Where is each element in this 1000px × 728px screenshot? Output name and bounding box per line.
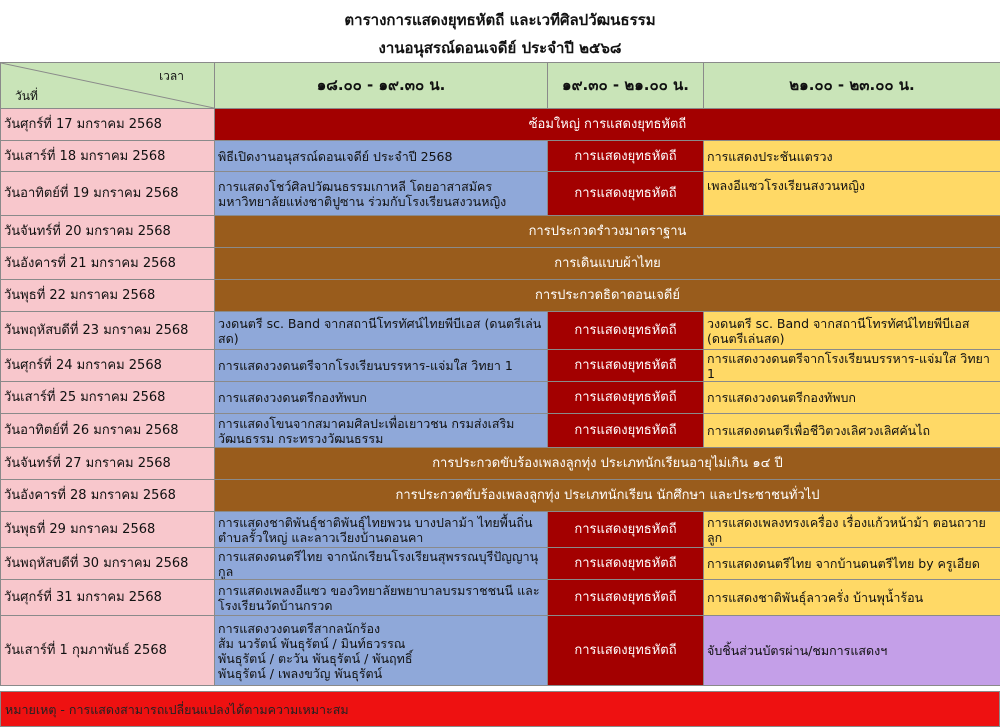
table-row: [1, 448, 1000, 480]
row-event-col3: การแสดงเพลงทรงเครื่อง เรื่องแก้วหน้าม้า ตอนถวายลูก: [704, 512, 1000, 548]
row-span-event: การเดินแบบผ้าไทย: [215, 248, 1000, 280]
row-day: วันพฤหัสบดีที่ 23 มกราคม 2568: [1, 312, 215, 350]
row-event-col1: การแสดงวงดนตรีจากโรงเรียนบรรหาร-แจ่มใส วิทยา 1: [215, 350, 548, 382]
row-day: วันศุกร์ที่ 17 มกราคม 2568: [1, 109, 215, 141]
row-day: วันเสาร์ที่ 25 มกราคม 2568: [1, 382, 215, 414]
header-col-3: ๒๑.๐๐ - ๒๓.๐๐ น.: [704, 63, 1000, 109]
row-event-col1: วงดนตรี sc. Band จากสถานีโทรทัศน์ไทยพีบีเอส (ดนตรีเล่นสด): [215, 312, 548, 350]
table-row: [1, 248, 1000, 280]
row-event-col1: การแสดงดนตรีไทย จากนักเรียนโรงเรียนสุพรรณบุรีปัญญานุกูล: [215, 548, 548, 580]
row-span-event: การประกวดธิดาดอนเจดีย์: [215, 280, 1000, 312]
table-row: [1, 350, 1000, 382]
row-day: วันศุกร์ที่ 24 มกราคม 2568: [1, 350, 215, 382]
row-event-col2: การแสดงยุทธหัตถี: [548, 548, 704, 580]
row-day: วันเสาร์ที่ 18 มกราคม 2568: [1, 141, 215, 172]
row-span-event: การประกวดรำวงมาตราฐาน: [215, 216, 1000, 248]
row-day: วันอังคารที่ 28 มกราคม 2568: [1, 480, 215, 512]
header-col-2: ๑๙.๓๐ - ๒๑.๐๐ น.: [548, 63, 704, 109]
header-time-label: เวลา: [159, 69, 184, 84]
table-row: [1, 172, 1000, 216]
row-event-col1: การแสดงเพลงอีแซว ของวิทยาลัยพยาบาลบรมราชชนนี และโรงเรียนวัดบ้านกรวด: [215, 580, 548, 616]
table-row: [1, 312, 1000, 350]
table-row: [1, 141, 1000, 172]
row-span-event: การประกวดขับร้องเพลงลูกทุ่ง ประเภทนักเรียน นักศึกษา และประชาชนทั่วไป: [215, 480, 1000, 512]
table-row: [1, 580, 1000, 616]
row-day: วันอาทิตย์ที่ 19 มกราคม 2568: [1, 172, 215, 216]
row-day: วันพุธที่ 22 มกราคม 2568: [1, 280, 215, 312]
header-corner-cell: [1, 63, 215, 109]
row-day: วันจันทร์ที่ 27 มกราคม 2568: [1, 448, 215, 480]
table-row: [1, 216, 1000, 248]
row-event-col1: การแสดงวงดนตรีกองทัพบก: [215, 382, 548, 414]
schedule-table: [0, 62, 1000, 686]
row-event-col2: การแสดงยุทธหัตถี: [548, 616, 704, 686]
table-row: [1, 548, 1000, 580]
row-event-col3: จับชิ้นส่วนบัตรผ่าน/ชมการแสดงฯ: [704, 616, 1000, 686]
row-event-col2: การแสดงยุทธหัตถี: [548, 350, 704, 382]
row-event-col1: พิธีเปิดงานอนุสรณ์ดอนเจดีย์ ประจำปี 2568: [215, 141, 548, 172]
table-row: [1, 414, 1000, 448]
row-day: วันศุกร์ที่ 31 มกราคม 2568: [1, 580, 215, 616]
row-day: วันพุธที่ 29 มกราคม 2568: [1, 512, 215, 548]
row-event-col1: การแสดงชาติพันธุ์ชาติพันธุ์ไทยพวน บางปลาม้า ไทยพื้นถิ่นตำบลรั้วใหญ่ และลาวเวียงบ้านดอนคา: [215, 512, 548, 548]
table-row: [1, 280, 1000, 312]
row-event-col2: การแสดงยุทธหัตถี: [548, 312, 704, 350]
row-event-col2: การแสดงยุทธหัตถี: [548, 580, 704, 616]
row-event-col3: การแสดงวงดนตรีกองทัพบก: [704, 382, 1000, 414]
row-event-col1: การแสดงโขนจากสมาคมศิลปะเพื่อเยาวชน กรมส่งเสริมวัฒนธรรม กระทรวงวัฒนธรรม: [215, 414, 548, 448]
row-event-col2: การแสดงยุทธหัตถี: [548, 172, 704, 216]
row-event-col3: เพลงอีแซวโรงเรียนสงวนหญิง: [704, 172, 1000, 216]
table-row: [1, 512, 1000, 548]
header-col-1: ๑๘.๐๐ - ๑๙.๓๐ น.: [215, 63, 548, 109]
row-day: วันจันทร์ที่ 20 มกราคม 2568: [1, 216, 215, 248]
row-event-col1: การแสดงวงดนตรีสากลนักร้อง ส้ม นวรัตน์ พันธุรัตน์ / มินท์ธวรรณ พันธุรัตน์ / ตะวัน พันธุรัตน์ / พันฤทธิ์ พันธุรัตน์ / เพลงขวัญ พันธุรัตน์: [215, 616, 548, 686]
table-row: [1, 109, 1000, 141]
row-span-event: ซ้อมใหญ่ การแสดงยุทธหัตถี: [215, 109, 1000, 141]
page-title: ตารางการแสดงยุทธหัตถี และเวทีศิลปวัฒนธรรม: [0, 8, 1000, 32]
row-event-col3: การแสดงวงดนตรีจากโรงเรียนบรรหาร-แจ่มใส วิทยา 1: [704, 350, 1000, 382]
table-row: [1, 480, 1000, 512]
title-block: [0, 0, 1000, 62]
row-event-col3: การแสดงดนตรีเพื่อชีวิตวงเลิศวงเลิศคันไถ: [704, 414, 1000, 448]
row-event-col3: วงดนตรี sc. Band จากสถานีโทรทัศน์ไทยพีบีเอส (ดนตรีเล่นสด): [704, 312, 1000, 350]
row-event-col3: การแสดงประชันแตรวง: [704, 141, 1000, 172]
row-span-event: การประกวดขับร้องเพลงลูกทุ่ง ประเภทนักเรียนอายุไม่เกิน ๑๔ ปี: [215, 448, 1000, 480]
row-day: วันพฤหัสบดีที่ 30 มกราคม 2568: [1, 548, 215, 580]
footnote: หมายเหตุ - การแสดงสามารถเปลี่ยนแปลงได้ตามความเหมาะสม: [0, 691, 1000, 727]
row-day: วันอังคารที่ 21 มกราคม 2568: [1, 248, 215, 280]
row-event-col3: การแสดงชาติพันธุ์ลาวครั่ง บ้านพุน้ำร้อน: [704, 580, 1000, 616]
page-subtitle: งานอนุสรณ์ดอนเจดีย์ ประจำปี ๒๕๖๘: [0, 36, 1000, 60]
header-day-label: วันที่: [15, 89, 38, 104]
row-event-col1: การแสดงโชว์ศิลปวัฒนธรรมเกาหลี โดยอาสาสมัครมหาวิทยาลัยแห่งชาติปูซาน ร่วมกับโรงเรียนสงวนหญิง: [215, 172, 548, 216]
table-row: [1, 382, 1000, 414]
row-event-col2: การแสดงยุทธหัตถี: [548, 512, 704, 548]
row-event-col2: การแสดงยุทธหัตถี: [548, 141, 704, 172]
row-day: วันอาทิตย์ที่ 26 มกราคม 2568: [1, 414, 215, 448]
row-day: วันเสาร์ที่ 1 กุมภาพันธ์ 2568: [1, 616, 215, 686]
table-row: [1, 616, 1000, 686]
header-row: [1, 63, 1000, 109]
row-event-col2: การแสดงยุทธหัตถี: [548, 382, 704, 414]
row-event-col2: การแสดงยุทธหัตถี: [548, 414, 704, 448]
row-event-col3: การแสดงดนตรีไทย จากบ้านดนตรีไทย by ครูเอียด: [704, 548, 1000, 580]
